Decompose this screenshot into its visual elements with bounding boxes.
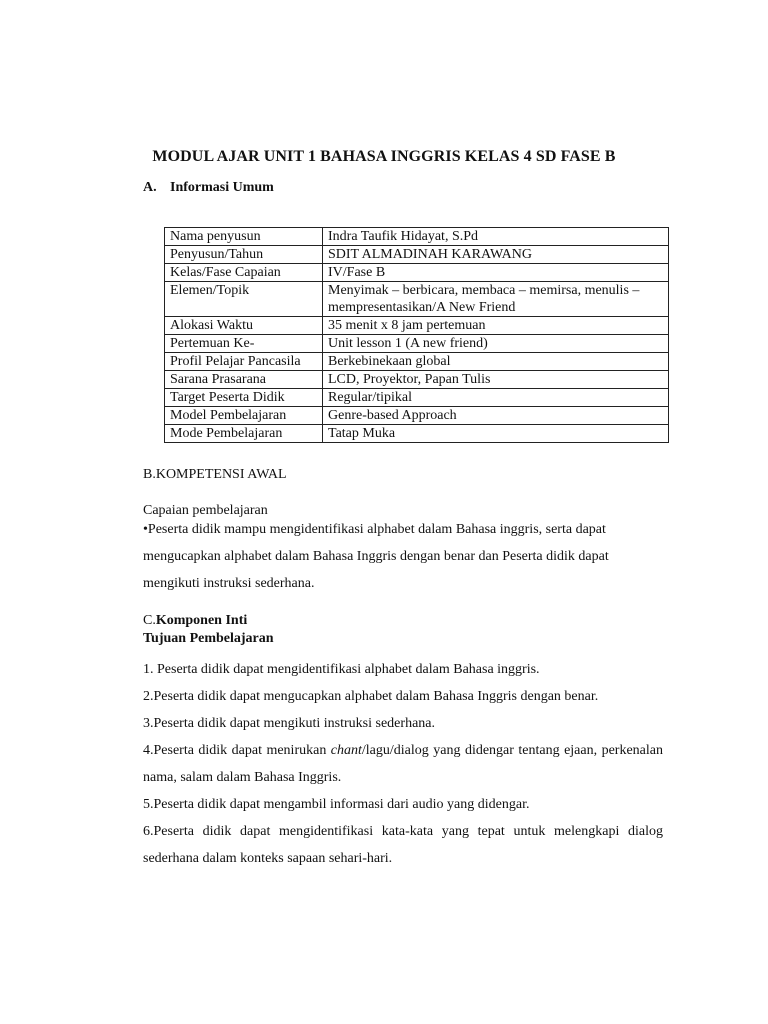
section-a-title: Informasi Umum	[170, 180, 274, 195]
section-b-paragraph: •Peserta didik mampu mengidentifikasi alphabet dalam Bahasa inggris, serta dapat mengucapkan alphabet dalam Bahasa Inggris dengan benar dan Peserta didik dapat mengikuti instruksi sederhana.	[143, 522, 609, 591]
table-key: Profil Pelajar Pancasila	[165, 353, 323, 371]
table-value: Unit lesson 1 (A new friend)	[323, 335, 669, 353]
goal-4-text-start: 4.Peserta didik dapat menirukan	[143, 743, 331, 758]
section-b-heading: B.KOMPETENSI AWAL	[143, 467, 287, 482]
table-key: Model Pembelajaran	[165, 407, 323, 425]
table-value: Indra Taufik Hidayat, S.Pd	[323, 228, 669, 246]
section-b-subtitle: Capaian pembelajaran	[143, 503, 268, 518]
section-a-number: A.	[143, 180, 157, 195]
table-value: Menyimak – berbicara, membaca – memirsa, menulis – mempresentasikan/A New Friend	[323, 282, 669, 317]
table-value: Berkebinekaan global	[323, 353, 669, 371]
document-title: MODUL AJAR UNIT 1 BAHASA INGGRIS KELAS 4 SD FASE B	[152, 148, 616, 165]
table-row	[165, 389, 669, 407]
list-item: 3.Peserta didik dapat mengikuti instruksi sederhana.	[143, 716, 435, 731]
table-value: IV/Fase B	[323, 264, 669, 282]
table-value: LCD, Proyektor, Papan Tulis	[323, 371, 669, 389]
info-table	[164, 227, 669, 443]
section-c-subtitle: Tujuan Pembelajaran	[143, 631, 274, 646]
table-row	[165, 371, 669, 389]
table-row	[165, 425, 669, 443]
table-key: Sarana Prasarana	[165, 371, 323, 389]
table-row	[165, 246, 669, 264]
table-row	[165, 335, 669, 353]
learning-goals-list	[143, 656, 663, 872]
table-value: SDIT ALMADINAH KARAWANG	[323, 246, 669, 264]
table-value: Genre-based Approach	[323, 407, 669, 425]
table-key: Penyusun/Tahun	[165, 246, 323, 264]
section-a-heading	[143, 180, 274, 196]
table-key: Nama penyusun	[165, 228, 323, 246]
section-c-title: Komponen Inti	[155, 613, 248, 628]
table-row	[165, 282, 669, 317]
list-item: 2.Peserta didik dapat mengucapkan alphabet dalam Bahasa Inggris dengan benar.	[143, 689, 599, 704]
table-row	[165, 317, 669, 335]
section-c-prefix: C.	[143, 613, 156, 628]
table-value: 35 menit x 8 jam pertemuan	[323, 317, 669, 335]
table-key: Elemen/Topik	[165, 282, 323, 317]
table-key: Target Peserta Didik	[165, 389, 323, 407]
table-row	[165, 407, 669, 425]
table-value: Regular/tipikal	[323, 389, 669, 407]
table-key: Mode Pembelajaran	[165, 425, 323, 443]
table-key: Alokasi Waktu	[165, 317, 323, 335]
list-item: 5.Peserta didik dapat mengambil informasi dari audio yang didengar.	[143, 797, 530, 812]
list-item: 6.Peserta didik dapat mengidentifikasi kata-kata yang tepat untuk melengkapi dialog sederhana dalam konteks sapaan sehari-hari.	[143, 824, 663, 866]
table-row	[165, 353, 669, 371]
list-item: 1. Peserta didik dapat mengidentifikasi alphabet dalam Bahasa inggris.	[143, 662, 540, 677]
list-item	[143, 737, 663, 791]
goal-4-text-end: /lagu/dialog yang didengar tentang ejaan, perkenalan nama, salam dalam Bahasa Inggris.	[143, 743, 663, 785]
table-key: Pertemuan Ke-	[165, 335, 323, 353]
goal-4-italic-word: chant	[330, 743, 362, 758]
table-row	[165, 228, 669, 246]
table-row	[165, 264, 669, 282]
table-value: Tatap Muka	[323, 425, 669, 443]
table-key: Kelas/Fase Capaian	[165, 264, 323, 282]
section-c-heading	[143, 613, 247, 629]
